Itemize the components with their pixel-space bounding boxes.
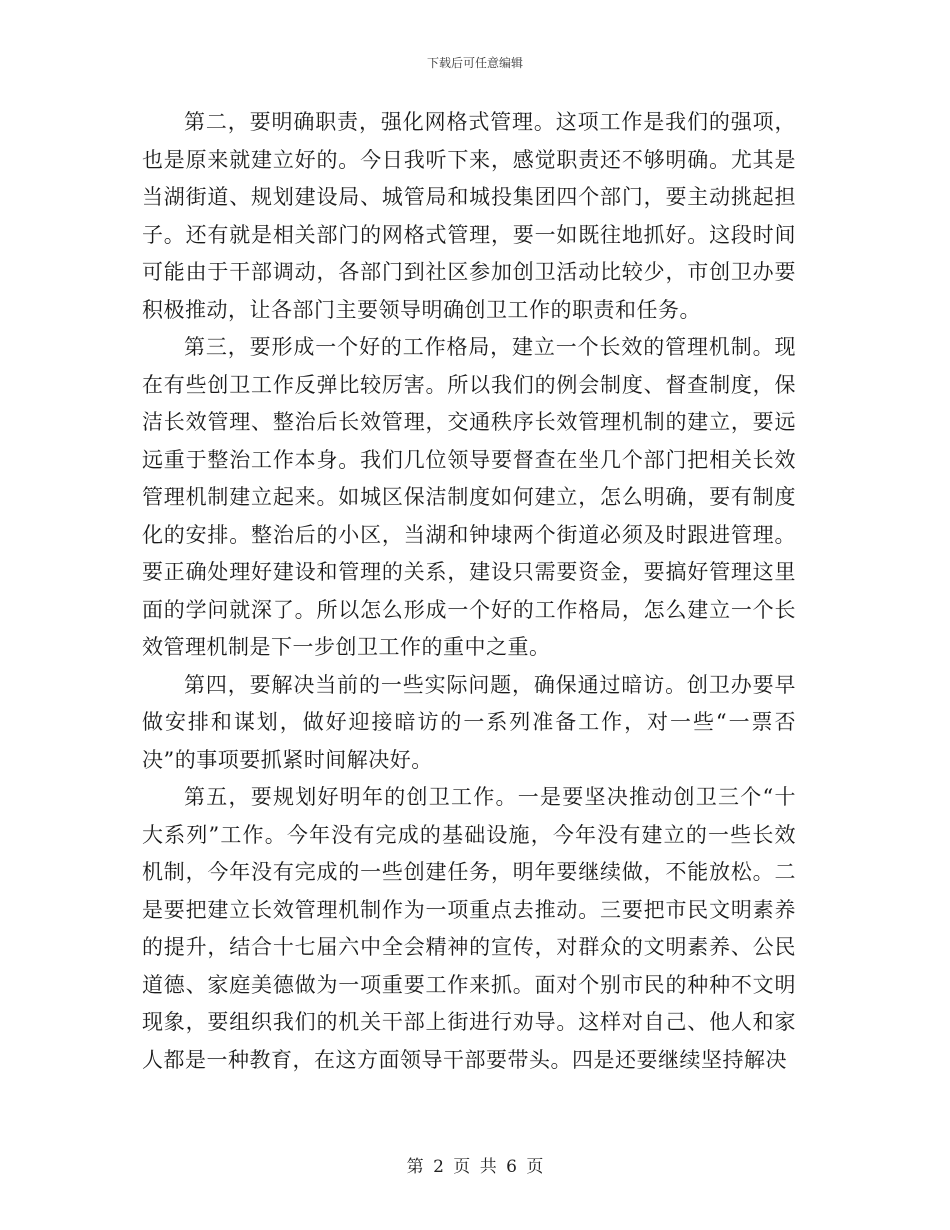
paragraph-3: 第三，要形成一个好的工作格局，建立一个长效的管理机制。现在有些创卫工作反弹比较厉害。所以我们的例会制度、督查制度，保洁长效管理、整治后长效管理，交通秩序长效管理机制的建立，要远远重于整治工作本身。我们几位领导要督查在坐几个部门把相关长效管理机制建立起来。如城区保洁制度如何建立，怎么明确，要有制度化的安排。整治后的小区，当湖和钟埭两个街道必须及时跟进管理。要正确处理好建设和管理的关系，建设只需要资金，要搞好管理这里面的学问就深了。所以怎么形成一个好的工作格局，怎么建立一个长效管理机制是下一步创卫工作的重中之重。 bbox=[142, 335, 796, 659]
document-body bbox=[142, 104, 796, 1079]
page-header: 下载后可任意编辑 bbox=[426, 56, 523, 70]
paragraph-2: 第二，要明确职责，强化网格式管理。这项工作是我们的强项，也是原来就建立好的。今日我听下来，感觉职责还不够明确。尤其是当湖街道、规划建设局、城管局和城投集团四个部门，要主动挑起担子。还有就是相关部门的网格式管理，要一如既往地抓好。这段时间可能由于干部调动，各部门到社区参加创卫活动比较少，市创卫办要积极推动，让各部门主要领导明确创卫工作的职责和任务。 bbox=[142, 110, 796, 322]
paragraph-5: 第五，要规划好明年的创卫工作。一是要坚决推动创卫三个“十大系列”工作。今年没有完成的基础设施，今年没有建立的一些长效机制，今年没有完成的一些创建任务，明年要继续做，不能放松。二是要把建立长效管理机制作为一项重点去推动。三要把市民文明素养的提升，结合十七届六中全会精神的宣传，对群众的文明素养、公民道德、家庭美德做为一项重要工作来抓。面对个别市民的种种不文明现象，要组织我们的机关干部上街进行劝导。这样对自己、他人和家人都是一种教育，在这方面领导干部要带头。四是还要继续坚持解决 bbox=[142, 785, 796, 1072]
paragraph-4: 第四，要解决当前的一些实际问题，确保通过暗访。创卫办要早做安排和谋划，做好迎接暗访的一系列准备工作，对一些“一票否决”的事项要抓紧时间解决好。 bbox=[142, 672, 796, 772]
page-number-footer: 第 2 页 共 6 页 bbox=[406, 1157, 544, 1177]
